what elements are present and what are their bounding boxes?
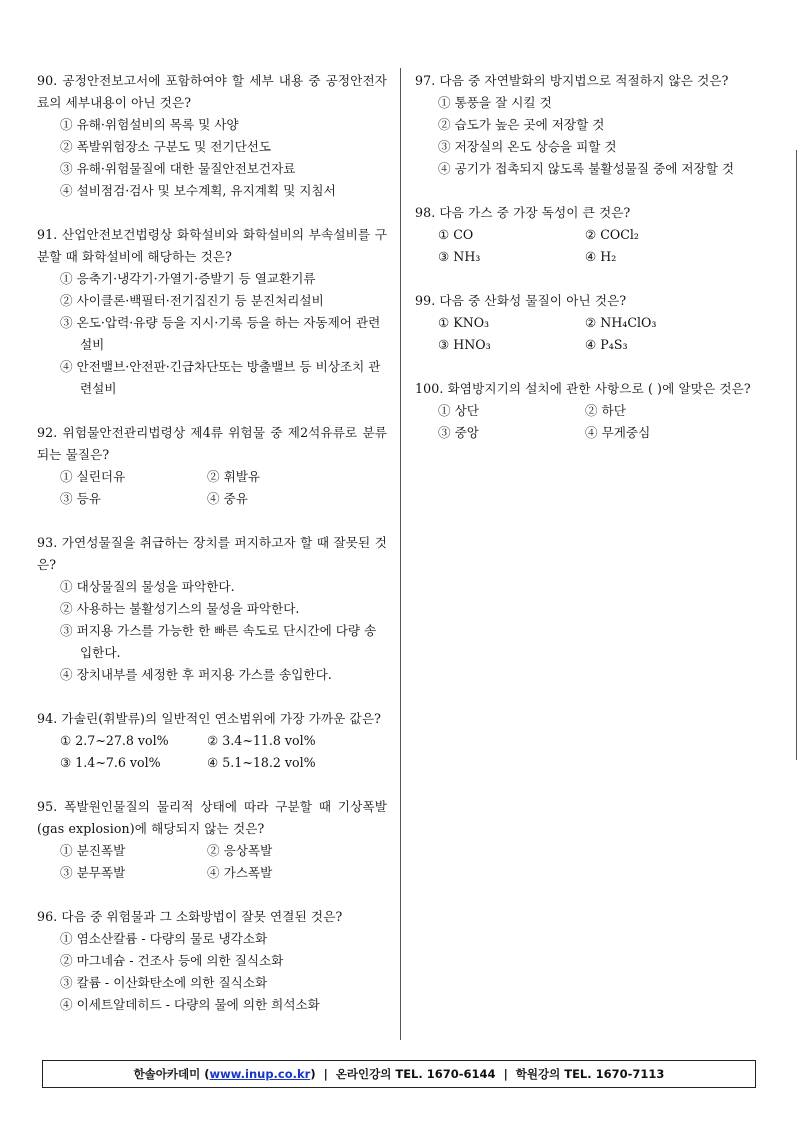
option-row [37,840,387,862]
option-4: ④ 5.1~18.2 vol% [207,755,316,770]
left-column [37,70,387,1038]
question-93 [37,532,387,686]
question-99 [415,290,765,356]
option-3: ③ 칼륨 - 이산화탄소에 의한 질식소화 [60,975,268,990]
question-stem: 98. 다음 가스 중 가장 독성이 큰 것은? [415,205,631,220]
option-3: ③ 유해·위험물질에 대한 물질안전보건자료 [60,161,296,176]
option-4: ④ H₂ [585,249,617,264]
page-edge-line [796,150,797,760]
question-92 [37,422,387,510]
option-row [415,246,765,268]
footer-separator: | [315,1067,336,1081]
question-stem: 91. 산업안전보건법령상 화학설비와 화학설비의 부속설비를 구분할 때 화학설비에 해당하는 것은? [37,227,387,264]
option-2: ② 사이클론·백필터·전기집진기 등 분진처리설비 [60,293,324,308]
option-2: ② 3.4~11.8 vol% [207,733,316,748]
option-4: ④ 무게중심 [585,425,651,440]
option-1: ① 응축기·냉각기·가열기·증발기 등 열교환기류 [60,271,316,286]
question-100 [415,378,765,444]
option-1: ① CO [438,227,474,242]
option-1: ① 대상물질의 물성을 파악한다. [60,579,235,594]
option-row [37,752,387,774]
option-row [415,334,765,356]
option-1: ① 실린더유 [60,469,126,484]
footer-academy: 한솔아카데미 ( [133,1067,210,1081]
option-4: ④ 공기가 접촉되지 않도록 불활성물질 중에 저장할 것 [438,161,735,176]
option-3: ③ 중앙 [438,425,479,440]
footer-online-tel: 온라인강의 TEL. 1670-6144 [335,1067,496,1081]
option-1: ① 염소산칼륨 - 다량의 물로 냉각소화 [60,931,268,946]
option-1: ① 유해·위험설비의 목록 및 사양 [60,117,239,132]
option-4: ④ 안전밸브·안전판·긴급차단또는 방출밸브 등 비상조치 관련설비 [60,359,381,396]
option-1: ① 2.7~27.8 vol% [60,733,169,748]
question-stem: 97. 다음 중 자연발화의 방지법으로 적절하지 않은 것은? [415,73,729,88]
option-4: ④ 장치내부를 세정한 후 퍼지용 가스를 송입한다. [60,667,332,682]
question-96 [37,906,387,1016]
question-stem: 100. 화염방지기의 설치에 관한 사항으로 ( )에 알맞은 것은? [415,381,751,396]
option-3: ③ 온도·압력·유량 등을 지시·기록 등을 하는 자동제어 관련설비 [60,315,381,352]
footer-website-link[interactable]: www.inup.co.kr [209,1067,311,1081]
option-3: ③ 등유 [60,491,101,506]
question-stem: 93. 가연성물질을 취급하는 장치를 퍼지하고자 할 때 잘못된 것은? [37,535,387,572]
option-row [415,312,765,334]
option-3: ③ NH₃ [438,249,481,264]
footer-separator: | [495,1067,516,1081]
question-stem: 99. 다음 중 산화성 물질이 아닌 것은? [415,293,627,308]
option-row [37,730,387,752]
footer-bar [42,1060,756,1088]
option-row [37,466,387,488]
option-row [415,400,765,422]
option-2: ② 사용하는 불활성기스의 물성을 파악한다. [60,601,300,616]
question-97 [415,70,765,180]
option-4: ④ 중유 [207,491,248,506]
option-row [37,862,387,884]
option-2: ② 응상폭발 [207,843,273,858]
option-row [37,488,387,510]
question-94 [37,708,387,774]
option-1: ① KNO₃ [438,315,490,330]
option-3: ③ HNO₃ [438,337,491,352]
option-4: ④ 가스폭발 [207,865,273,880]
question-stem: 90. 공정안전보고서에 포함하여야 할 세부 내용 중 공정안전자료의 세부내용이 아닌 것은? [37,73,387,110]
option-3: ③ 분무폭발 [60,865,126,880]
column-divider [400,68,401,1040]
option-1: ① 상단 [438,403,479,418]
option-1: ① 통풍을 잘 시킬 것 [438,95,552,110]
option-4: ④ 이세트알데히드 - 다량의 물에 의한 희석소화 [60,997,320,1012]
option-4: ④ P₄S₃ [585,337,628,352]
option-3: ③ 1.4~7.6 vol% [60,755,161,770]
option-2: ② COCl₂ [585,227,639,242]
option-2: ② NH₄ClO₃ [585,315,657,330]
option-2: ② 하단 [585,403,626,418]
right-column [415,70,765,466]
question-stem: 92. 위험물안전관리법령상 제4류 위험물 중 제2석유류로 분류되는 물질은? [37,425,387,462]
question-stem: 95. 폭발원인물질의 물리적 상태에 따라 구분할 때 기상폭발(gas explosion)에 해당되지 않는 것은? [37,799,387,836]
option-2: ② 습도가 높은 곳에 저장할 것 [438,117,605,132]
option-2: ② 폭발위험장소 구분도 및 전기단선도 [60,139,272,154]
option-3: ③ 저장실의 온도 상승을 피할 것 [438,139,617,154]
option-2: ② 마그네슘 - 건조사 등에 의한 질식소화 [60,953,284,968]
option-row [415,422,765,444]
option-4: ④ 설비점검·검사 및 보수계획, 유지계획 및 지침서 [60,183,336,198]
question-91 [37,224,387,400]
question-95 [37,796,387,884]
option-row [415,224,765,246]
question-stem: 94. 가솔린(휘발류)의 일반적인 연소범위에 가장 가까운 값은? [37,711,381,726]
option-2: ② 휘발유 [207,469,261,484]
footer-paren: ) [310,1067,316,1081]
option-3: ③ 퍼지용 가스를 가능한 한 빠른 속도로 단시간에 다량 송입한다. [60,623,377,660]
question-98 [415,202,765,268]
option-1: ① 분진폭발 [60,843,126,858]
question-90 [37,70,387,202]
footer-offline-tel: 학원강의 TEL. 1670-7113 [515,1067,665,1081]
question-stem: 96. 다음 중 위험물과 그 소화방법이 잘못 연결된 것은? [37,909,343,924]
